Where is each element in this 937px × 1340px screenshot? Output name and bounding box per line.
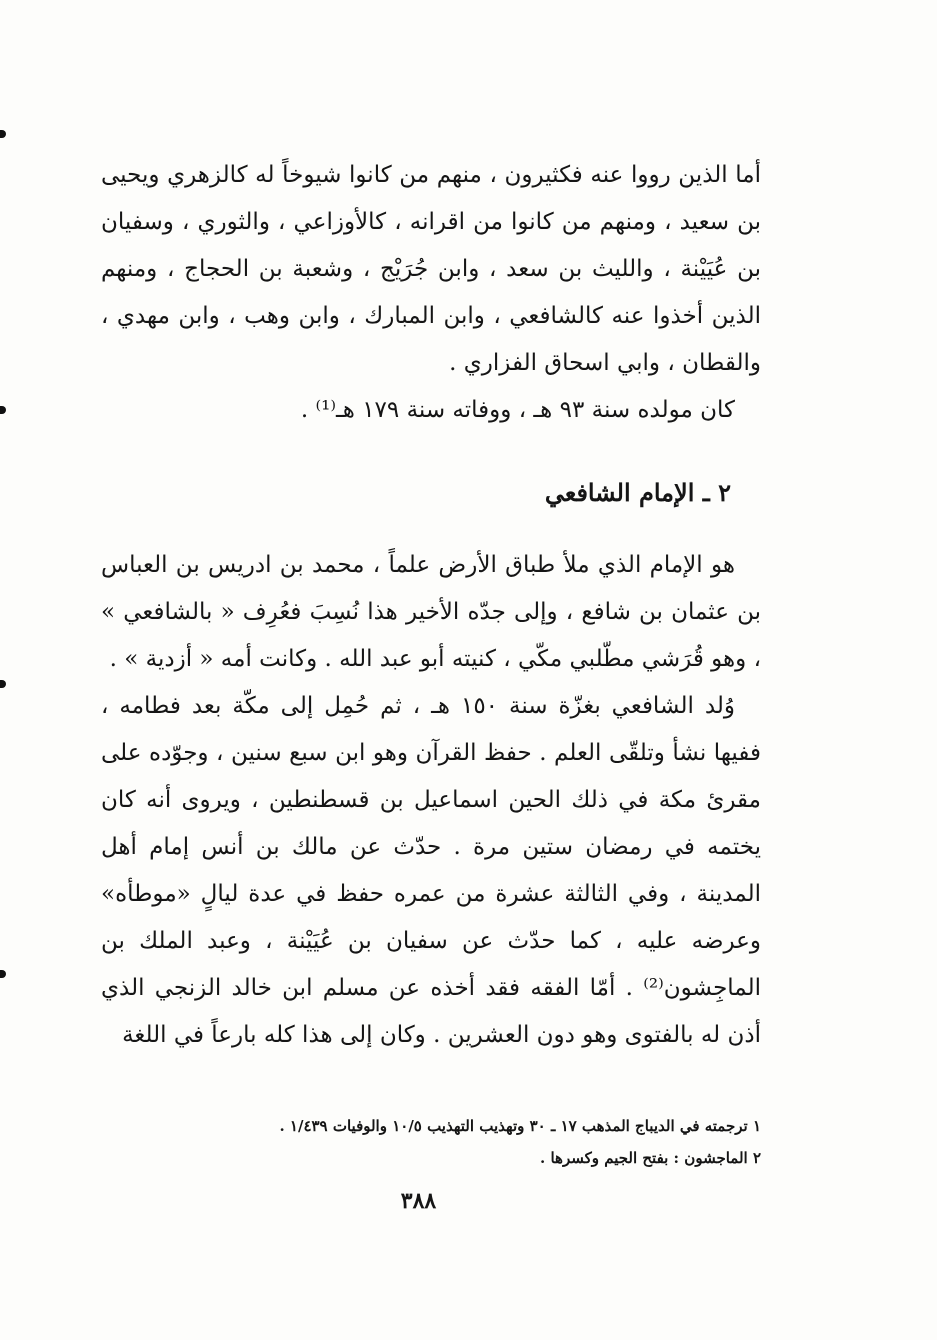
footnote-2: ٢ الماجشون : بفتح الجيم وكسرها . [540,1149,761,1167]
binding-mark [0,970,6,978]
page-number: ٣٨٨ [400,1188,437,1214]
binding-mark [0,680,6,688]
paragraph-narrators: أما الذين رووا عنه فكثيرون ، منهم من كانوا شيوخاً له كالزهري ويحيى بن سعيد ، ومنهم من كانوا من اقرانه ، كالأوزاعي ، والثوري ، وسفيان بن عُيَيْنة ، والليث بن سعد ، وابن جُرَيْج ، وشعبة بن الحجاج ، ومنهم الذين أخذوا عنه كالشافعي ، وابن المبارك ، وابن وهب ، وابن مهدي ، والقطان ، وابي اسحاق الفزاري . [101,162,761,376]
binding-mark [0,130,6,138]
paragraph-birth-death: كان مولده سنة ٩٣ هـ ، ووفاته سنة ١٧٩ هـ⁽¹⁾ . [300,397,735,423]
paragraph-block-shafii [101,542,761,1059]
section-heading: ٢ ـ الإمام الشافعي [544,478,731,507]
paragraph-shafii-life: وُلد الشافعي بغزّة سنة ١٥٠ هـ ، ثم حُمِل إلى مكّة بعد فطامه ، ففيها نشأ وتلقّى العلم . حفظ القرآن وهو ابن سبع سنين ، وجوّده على مقرئ مكة في ذلك الحين اسماعيل بن قسطنطين ، ويروى أنه كان يختمه في رمضان ستين مرة . حدّث عن مالك بن أنس إمام أهل المدينة ، وفي الثالثة عشرة من عمره حفظ في عدة ليالٍ «موطأه» وعرضه عليه ، كما حدّث عن سفيان بن عُيَيْنة ، وعبد الملك بن الماجِشون⁽²⁾ . أمّا الفقه فقد أخذه عن مسلم ابن خالد الزنجي الذي أذن له بالفتوى وهو دون العشرين . وكان إلى هذا كله بارعاً في اللغة [101,693,761,1048]
footnote-1: ١ ترجمته في الديباج المذهب ١٧ ـ ٣٠ وتهذيب التهذيب ١٠/٥ والوفيات ١/٤٣٩ . [279,1117,761,1135]
paragraph-block-narrators [101,152,761,434]
paragraph-shafii-intro: هو الإمام الذي ملأ طباق الأرض علماً ، محمد بن ادريس بن العباس بن عثمان بن شافع ، وإلى جدّه الأخير هذا نُسِبَ فعُرِف « بالشافعي » ، وهو قُرَشي مطّلبي مكّي ، كنيته أبو عبد الله . وكانت أمه « أزدية » . [101,552,761,672]
binding-mark [0,406,6,414]
footnotes [101,1110,761,1174]
